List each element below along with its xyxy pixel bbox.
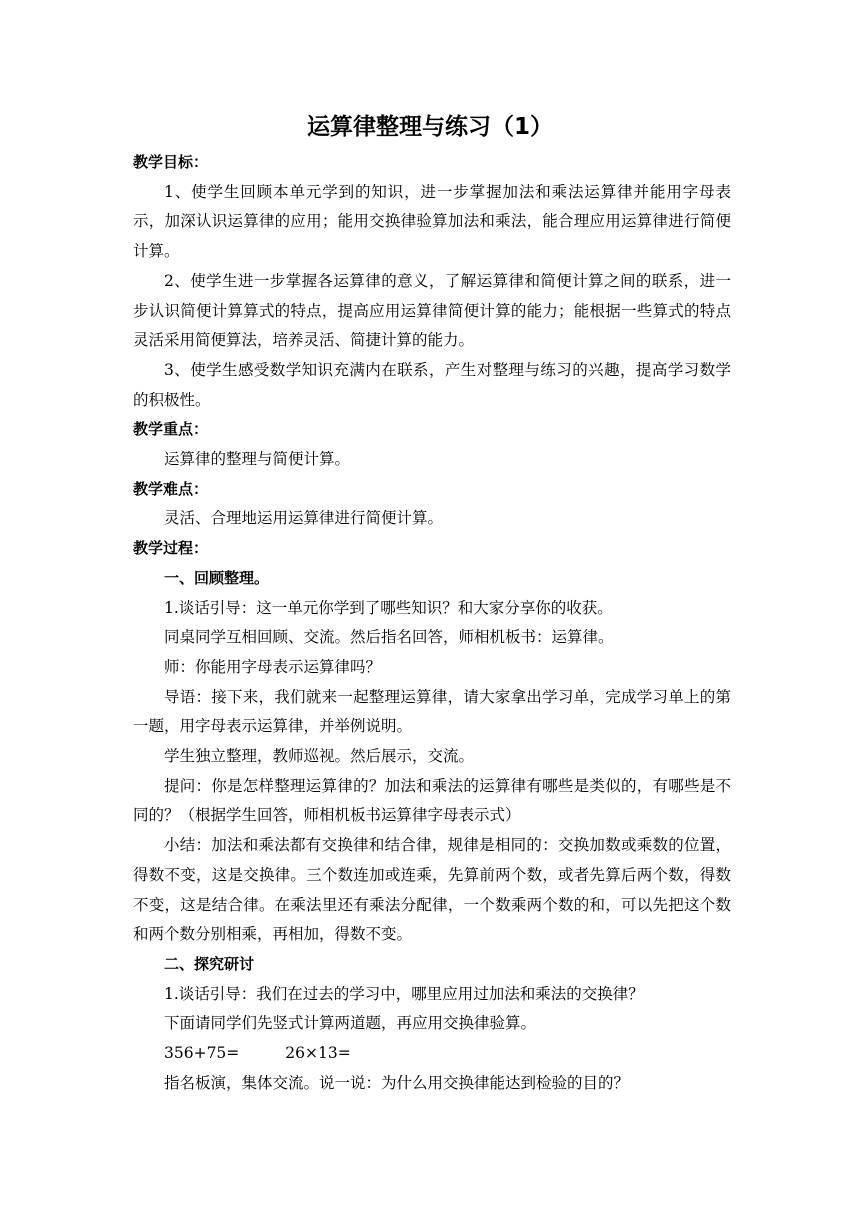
part1-paragraph: 学生独立整理，教师巡视。然后展示，交流。	[164, 747, 475, 766]
calculation-expressions	[133, 1039, 731, 1069]
difficulty-heading: 教学难点：	[133, 479, 209, 498]
part1-summary: 小结：加法和乘法都有交换律和结合律，规律是相同的：交换加数或乘数的位置，得数不变，这是交换律。三个数连加或连乘，先算前两个数，或者先算后两个数，得数不变，这是结合律。在乘法里还有乘法分配律，一个数乘两个数的和，可以先把这个数和两个数分别相乘，再相加，得数不变。	[133, 836, 731, 944]
part1-paragraph: 1.谈话引导：这一单元你学到了哪些知识？和大家分享你的收获。	[164, 598, 613, 617]
objective-item-2: 2、使学生进一步掌握各运算律的意义，了解运算律和简便计算之间的联系，进一步认识简便计算算式的特点，提高应用运算律简便计算的能力；能根据一些算式的特点灵活采用简便算法，培养灵活、简捷计算的能力。	[133, 271, 731, 350]
objective-item-3: 3、使学生感受数学知识充满内在联系，产生对整理与练习的兴趣，提高学习数学的积极性。	[133, 360, 731, 409]
part2-heading: 二、探究研讨	[164, 954, 255, 973]
expression-addition: 356+75=	[164, 1044, 240, 1063]
document-body	[133, 148, 731, 1099]
part2-closing: 指名板演，集体交流。说一说：为什么用交换律能达到检验的目的？	[164, 1073, 630, 1092]
part2-paragraph: 下面请同学们先竖式计算两道题，再应用交换律验算。	[164, 1014, 537, 1033]
part1-paragraph: 同桌同学互相回顾、交流。然后指名回答，师相机板书：运算律。	[164, 628, 614, 647]
part2-paragraph: 1.谈话引导：我们在过去的学习中，哪里应用过加法和乘法的交换律？	[164, 984, 644, 1003]
part1-paragraph: 导语：接下来，我们就来一起整理运算律，请大家拿出学习单，完成学习单上的第一题，用字母表示运算律，并举例说明。	[133, 687, 731, 736]
document-title: 运算律整理与练习（1）	[306, 114, 553, 140]
objective-item-1: 1、使学生回顾本单元学到的知识，进一步掌握加法和乘法运算律并能用字母表示，加深认识运算律的应用；能用交换律验算加法和乘法，能合理应用运算律进行简便计算。	[133, 182, 731, 261]
process-heading: 教学过程：	[133, 539, 209, 558]
difficulty-text: 灵活、合理地运用运算律进行简便计算。	[164, 509, 444, 528]
key-point-heading: 教学重点：	[133, 420, 209, 439]
objectives-heading: 教学目标：	[133, 153, 209, 171]
part1-heading: 一、回顾整理。	[164, 568, 270, 587]
key-point-text: 运算律的整理与简便计算。	[164, 450, 351, 469]
part1-paragraph: 提问：你是怎样整理运算律的？加法和乘法的运算律有哪些是类似的，有哪些是不同的？（根据学生回答，师相机板书运算律字母表示式）	[133, 776, 731, 825]
expression-multiplication: 26×13=	[285, 1044, 351, 1063]
part1-paragraph: 师：你能用字母表示运算律吗？	[164, 657, 382, 676]
